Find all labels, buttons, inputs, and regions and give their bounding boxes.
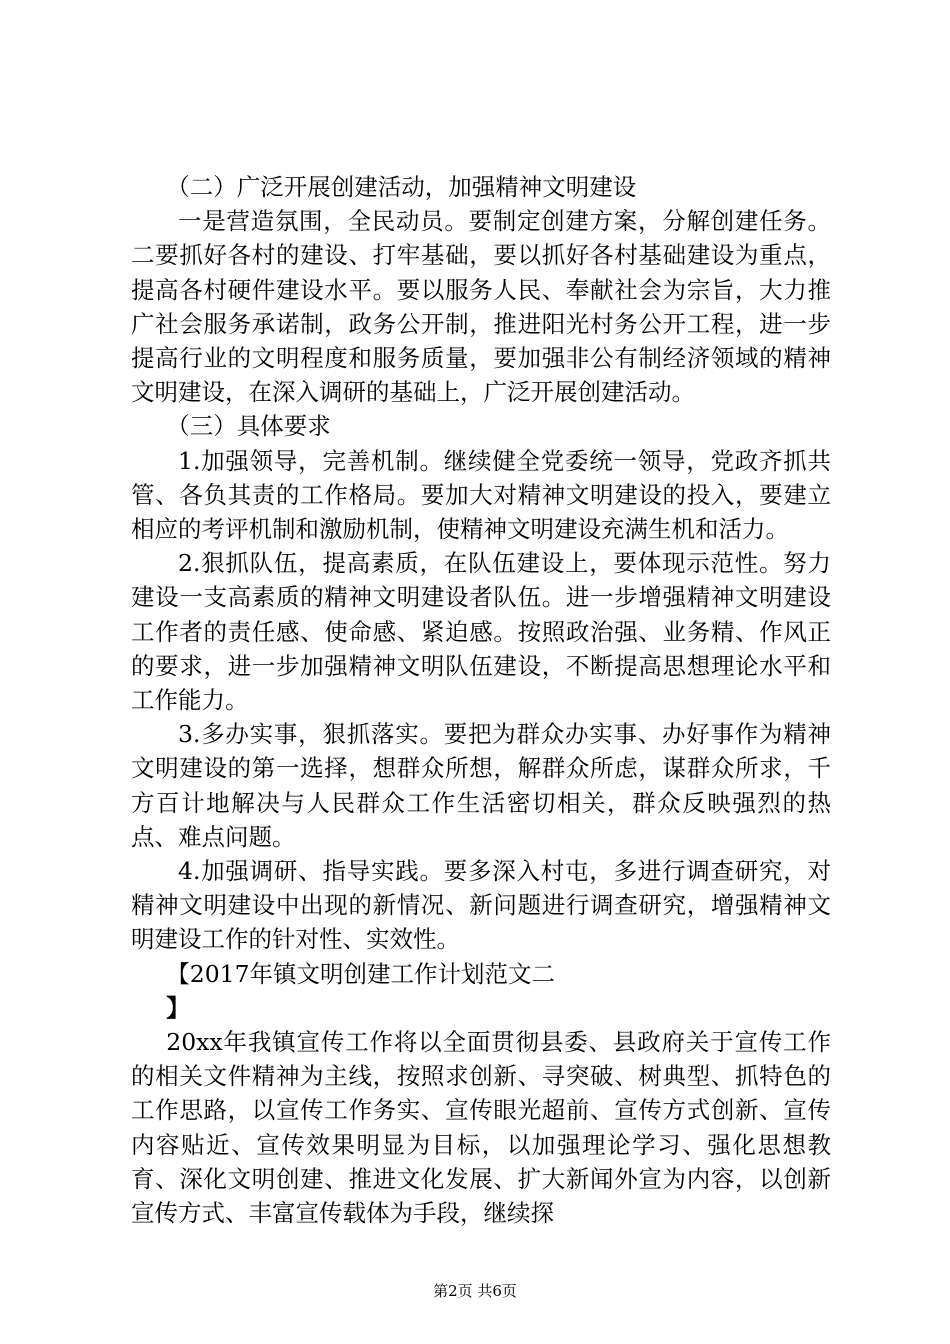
page-number-footer: 第2页 共6页 xyxy=(433,1282,517,1300)
body-paragraph: 一是营造氛围，全民动员。要制定创建方案，分解创建任务。二要抓好各村的建设、打牢基础，要以抓好各村基础建设为重点，提高各村硬件建设水平。要以服务人民、奉献社会为宗旨，大力推广社会服务承诺制，政务公开制，推进阳光村务公开工程，进一步提高行业的文明程度和服务质量，要加强非公有制经济领域的精神文明建设，在深入调研的基础上，广泛开展创建活动。 xyxy=(131,207,831,407)
sample-title-bracket: 】 xyxy=(166,993,190,1022)
document-body xyxy=(131,170,831,1230)
sample-title: 【2017年镇文明创建工作计划范文二 xyxy=(166,959,556,988)
requirement-item-3: 3.多办实事，狠抓落实。要把为群众办实事、办好事作为精神文明建设的第一选择，想群众所想，解群众所虑，谋群众所求，千方百计地解决与人民群众工作生活密切相关，群众反映强烈的热点、难点问题。 xyxy=(131,720,831,851)
section-heading-2: （二）广泛开展创建活动，加强精神文明建设 xyxy=(166,173,637,201)
body-paragraph-sample-two: 20xx年我镇宣传工作将以全面贯彻县委、县政府关于宣传工作的相关文件精神为主线，按照求创新、寻突破、树典型、抓特色的工作思路，以宣传工作务实、宣传眼光超前、宣传方式创新、宣传内容贴近、宣传效果明显为目标，以加强理论学习、强化思想教育、深化文明创建、推进文化发展、扩大新闻外宣为内容，以创新宣传方式、丰富宣传载体为手段，继续探 xyxy=(131,1028,831,1228)
requirement-item-1: 1.加强领导，完善机制。继续健全党委统一领导，党政齐抓共管、各负其责的工作格局。要加大对精神文明建设的投入，要建立相应的考评机制和激励机制，使精神文明建设充满生机和活力。 xyxy=(131,446,831,544)
requirement-item-2: 2.狠抓队伍，提高素质，在队伍建设上，要体现示范性。努力建设一支高素质的精神文明建设者队伍。进一步增强精神文明建设工作者的责任感、使命感、紧迫感。按照政治强、业务精、作风正的要求，进一步加强精神文明队伍建设，不断提高思想理论水平和工作能力。 xyxy=(131,549,831,715)
requirement-item-4: 4.加强调研、指导实践。要多深入村屯，多进行调查研究，对精神文明建设中出现的新情况、新问题进行调查研究，增强精神文明建设工作的针对性、实效性。 xyxy=(131,857,831,954)
section-heading-3: （三）具体要求 xyxy=(166,412,331,441)
